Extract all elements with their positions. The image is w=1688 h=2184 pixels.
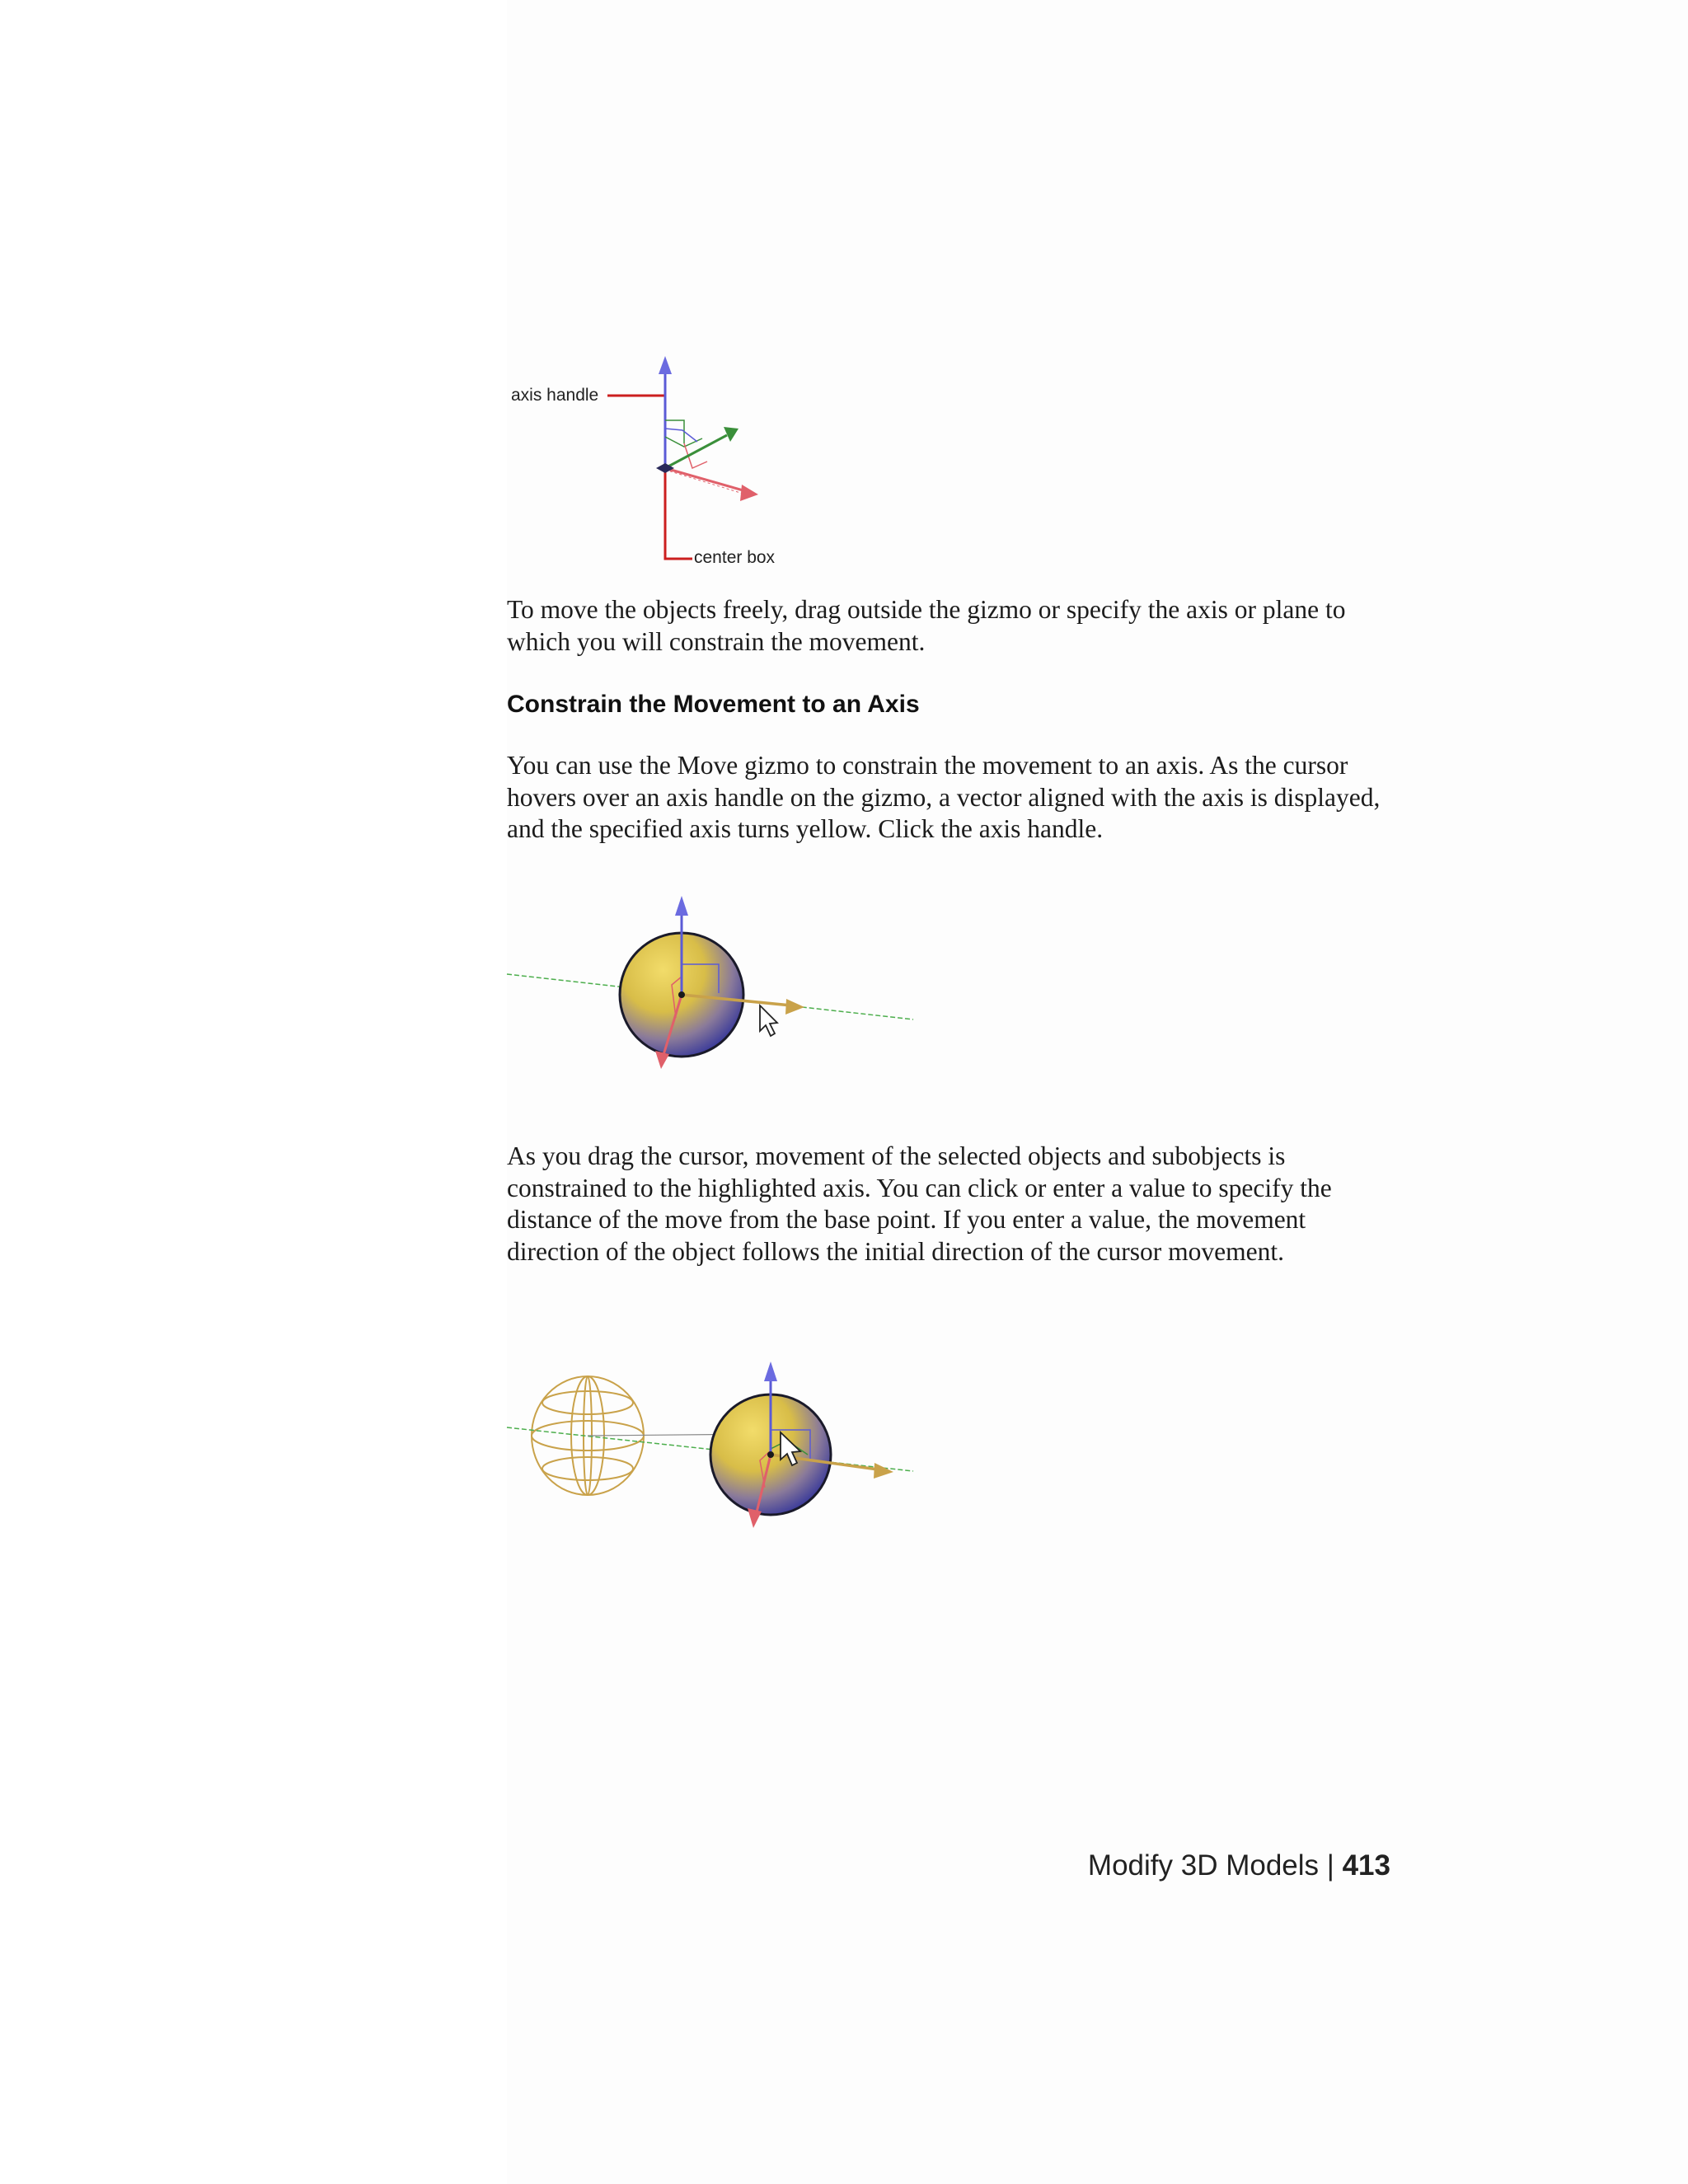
paragraph-drag-cursor: As you drag the cursor, movement of the selected objects and subobjects is constrained to the highlighted axis. You can click or enter a value to specify the distance of the move from the base point. If you enter a value, the movement direction of the object follows the initial direction of the cursor movement. — [507, 1141, 1332, 1266]
page-number: 413 — [1342, 1849, 1390, 1882]
sphere-axis-hover-diagram — [503, 886, 923, 1084]
highlighted-axis-arrow-icon — [874, 1463, 893, 1479]
z-axis-arrow-icon — [659, 356, 672, 374]
highlighted-axis-arrow-icon — [785, 999, 804, 1015]
figure-move-gizmo — [495, 346, 791, 577]
z-axis-arrow-icon — [764, 1361, 777, 1381]
center-box-label: center box — [694, 548, 776, 567]
page-footer — [1088, 1849, 1390, 1882]
x-axis-arrow-icon — [748, 1508, 762, 1528]
paragraph-move-freely: To move the objects freely, drag outside the gizmo or specify the axis or plane to which you will constrain the movement. — [507, 595, 1346, 656]
figure-sphere-axis-hover — [503, 886, 923, 1084]
footer-chapter-title: Modify 3D Models — [1087, 1849, 1320, 1882]
axis-handle-callout-line — [607, 396, 665, 437]
sphere-moving-diagram — [503, 1352, 923, 1541]
z-axis-arrow-icon — [675, 896, 688, 916]
section-heading: Constrain the Movement to an Axis — [507, 691, 920, 718]
figure-sphere-moving — [503, 1352, 923, 1541]
move-gizmo-diagram — [495, 346, 791, 577]
x-axis-arrow-icon — [740, 485, 758, 501]
axis-handle-label: axis handle — [511, 386, 599, 405]
paragraph-constrain-axis: You can use the Move gizmo to constrain the movement to an axis. As the cursor hovers over an axis handle on the gizmo, a vector aligned with the axis is displayed, and the specified axis turns yellow. Click the axis handle. — [507, 751, 1381, 843]
center-box-callout-line — [665, 468, 692, 559]
footer-separator: | — [1326, 1849, 1334, 1882]
cursor-icon — [760, 1005, 777, 1036]
